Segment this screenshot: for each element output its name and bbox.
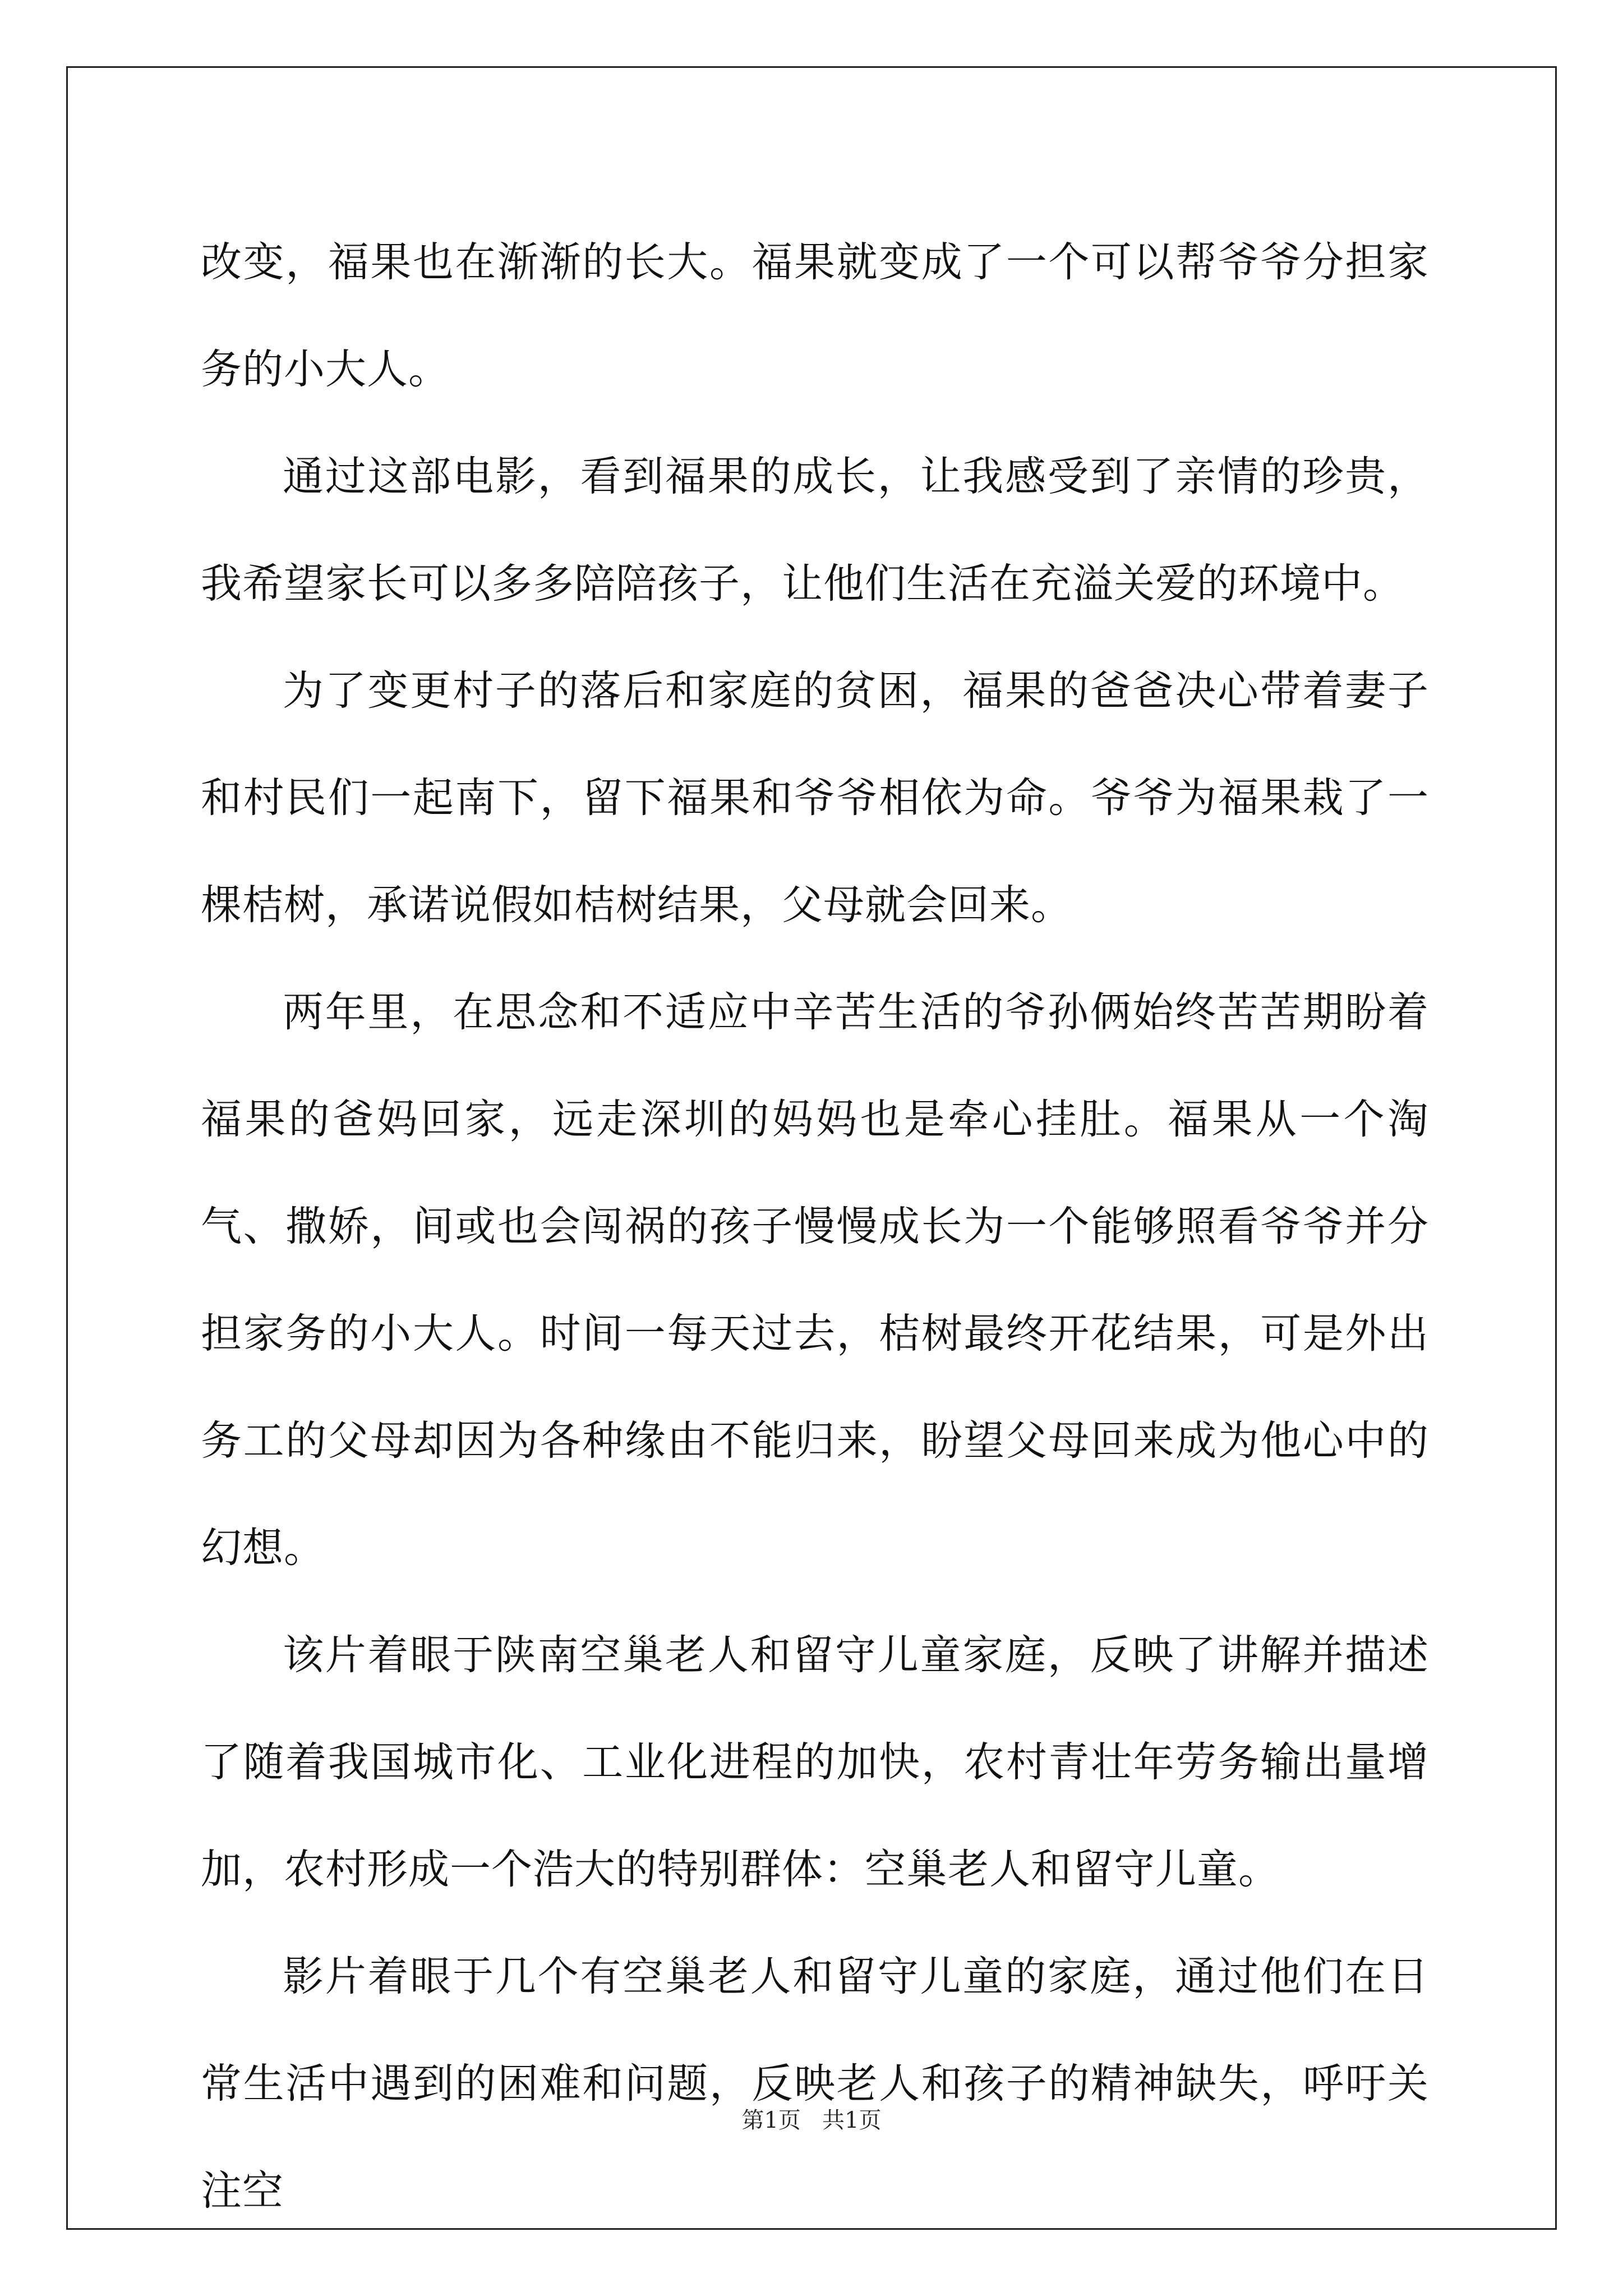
paragraph: 两年里，在思念和不适应中辛苦生活的爷孙俩始终苦苦期盼着福果的爸妈回家，远走深圳的妈妈也是牵心挂肚。福果从一个淘气、撒娇，间或也会闯祸的孩子慢慢成长为一个能够照看爷爷并分担家务的小大人。时间一每天过去，桔树最终开花结果，可是外出务工的父母却因为各种缘由不能归来，盼望父母回来成为他心中的幻想。 (201, 988, 1429, 1572)
page-footer: 第1页 共1页 (741, 2108, 882, 2133)
paragraph: 该片着眼于陕南空巢老人和留守儿童家庭，反映了讲解并描述了随着我国城市化、工业化进程的加快，农村青壮年劳务输出量增加，农村形成一个浩大的特别群体：空巢老人和留守儿童。 (201, 1631, 1429, 1893)
paragraph: 影片着眼于几个有空巢老人和留守儿童的家庭，通过他们在日常生活中遇到的困难和问题，反映老人和孩子的精神缺失，呼吁关注空 (201, 1953, 1429, 2215)
paragraph: 通过这部电影，看到福果的成长，让我感受到了亲情的珍贵，我希望家长可以多多陪陪孩子，让他们生活在充溢关爱的环境中。 (201, 453, 1429, 608)
paragraph: 为了变更村子的落后和家庭的贫困，福果的爸爸决心带着妻子和村民们一起南下，留下福果和爷爷相依为命。爷爷为福果栽了一棵桔树，承诺说假如桔树结果，父母就会回来。 (201, 667, 1429, 929)
document-body (201, 209, 1429, 2244)
paragraph: 改变，福果也在渐渐的长大。福果就变成了一个可以帮爷爷分担家务的小大人。 (201, 238, 1429, 393)
